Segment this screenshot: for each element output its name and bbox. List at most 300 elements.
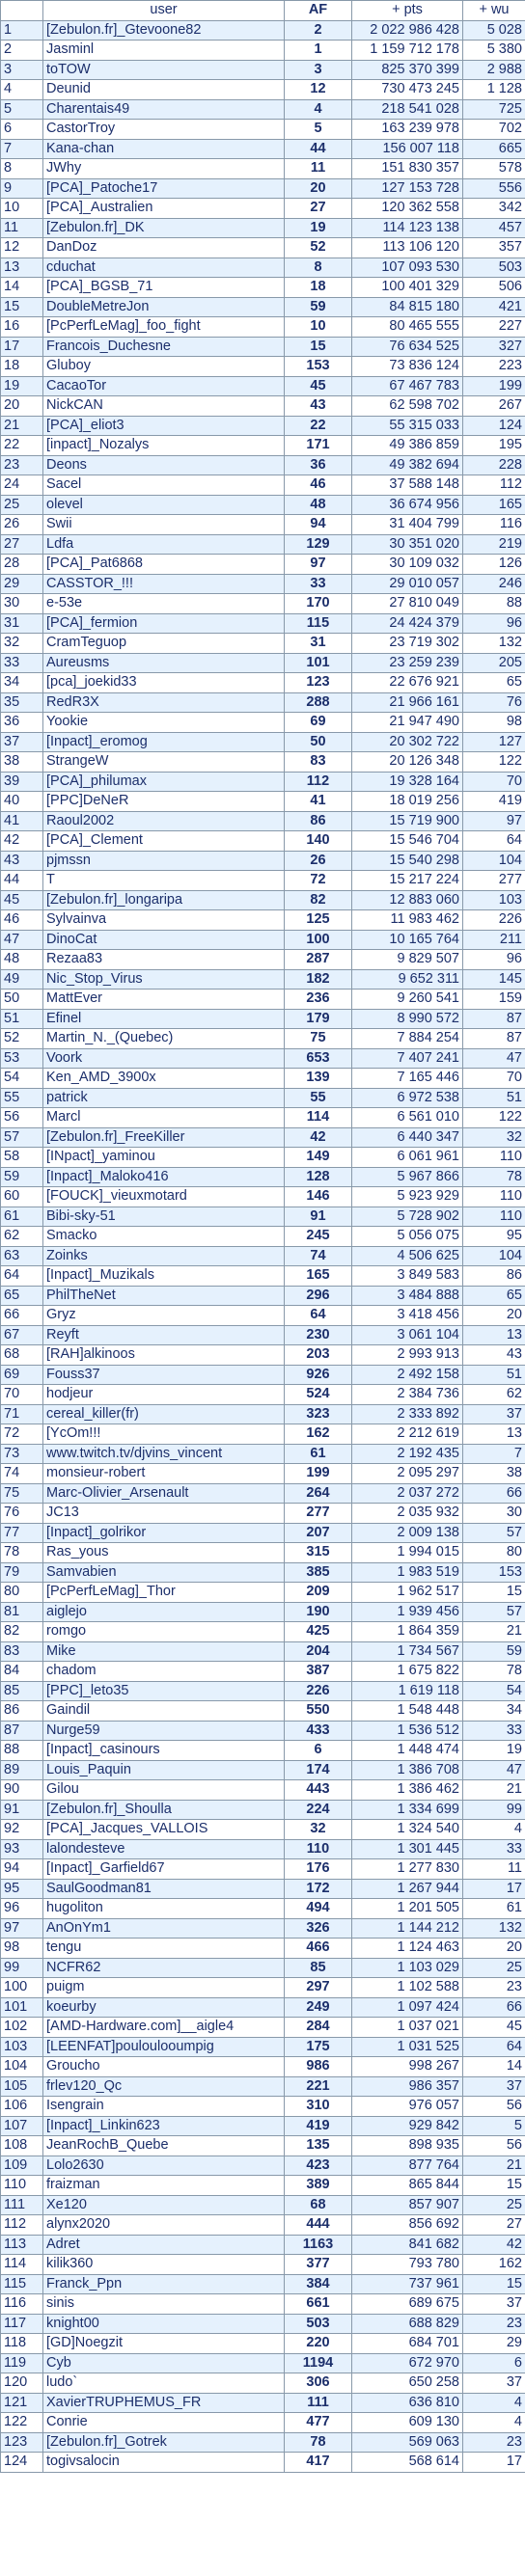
user-cell: frlev120_Qc [43, 2076, 285, 2097]
points-cell: 689 675 [352, 2294, 463, 2315]
table-row [1, 2195, 525, 2215]
work-units-cell: 95 [463, 1227, 525, 1247]
af-cell: 221 [285, 2076, 352, 2097]
user-cell: [PcPerfLeMag]_foo_fight [43, 317, 285, 338]
af-cell: 100 [285, 930, 352, 950]
table-row [1, 1523, 525, 1543]
rank-cell: 16 [1, 317, 43, 338]
points-cell: 1 734 567 [352, 1641, 463, 1662]
table-row [1, 950, 525, 970]
rank-cell: 74 [1, 1464, 43, 1484]
points-cell: 120 362 558 [352, 199, 463, 219]
work-units-cell: 13 [463, 1424, 525, 1445]
work-units-cell: 228 [463, 455, 525, 475]
table-row [1, 1444, 525, 1464]
user-cell: [Zebulon.fr]_FreeKiller [43, 1127, 285, 1148]
table-row [1, 1780, 525, 1801]
af-cell: 503 [285, 2314, 352, 2334]
af-cell: 61 [285, 1444, 352, 1464]
points-cell: 30 351 020 [352, 534, 463, 555]
user-cell: [PCA]_fermion [43, 613, 285, 634]
table-row [1, 1879, 525, 1899]
af-cell: 387 [285, 1662, 352, 1682]
points-cell: 1 277 830 [352, 1859, 463, 1880]
points-cell: 2 993 913 [352, 1345, 463, 1366]
af-cell: 926 [285, 1365, 352, 1385]
points-cell: 218 541 028 [352, 99, 463, 120]
rank-cell: 97 [1, 1918, 43, 1939]
af-cell: 5 [285, 120, 352, 140]
user-cell: PhilTheNet [43, 1286, 285, 1306]
af-cell: 466 [285, 1939, 352, 1959]
work-units-cell: 4 [463, 1820, 525, 1840]
user-cell: JeanRochB_Quebe [43, 2136, 285, 2156]
user-cell: Sylvainva [43, 910, 285, 931]
rank-cell: 22 [1, 436, 43, 456]
af-cell: 153 [285, 357, 352, 377]
table-row [1, 930, 525, 950]
table-row [1, 2235, 525, 2255]
table-row [1, 2076, 525, 2097]
af-cell: 209 [285, 1583, 352, 1603]
rank-cell: 67 [1, 1325, 43, 1345]
points-cell: 1 102 588 [352, 1978, 463, 1998]
user-cell: Deunid [43, 80, 285, 100]
af-cell: 417 [285, 2453, 352, 2473]
table-row [1, 1385, 525, 1405]
user-cell: [LEENFAT]pouloulooumpig [43, 2037, 285, 2057]
rank-cell: 82 [1, 1622, 43, 1642]
work-units-cell: 61 [463, 1899, 525, 1919]
points-cell: 1 983 519 [352, 1562, 463, 1583]
rank-cell: 41 [1, 811, 43, 831]
af-cell: 128 [285, 1167, 352, 1187]
table-row [1, 1504, 525, 1524]
af-cell: 171 [285, 436, 352, 456]
af-cell: 10 [285, 317, 352, 338]
work-units-cell: 702 [463, 120, 525, 140]
points-cell: 609 130 [352, 2413, 463, 2433]
user-cell: CastorTroy [43, 120, 285, 140]
table-row [1, 278, 525, 298]
points-cell: 1 201 505 [352, 1899, 463, 1919]
points-cell: 2 035 932 [352, 1504, 463, 1524]
af-cell: 33 [285, 574, 352, 594]
user-cell: chadom [43, 1662, 285, 1682]
af-cell: 75 [285, 1029, 352, 1049]
af-cell: 385 [285, 1562, 352, 1583]
table-row [1, 851, 525, 871]
af-cell: 36 [285, 455, 352, 475]
rank-cell: 50 [1, 990, 43, 1010]
af-cell: 43 [285, 396, 352, 417]
rank-cell: 28 [1, 555, 43, 575]
points-cell: 1 619 118 [352, 1681, 463, 1701]
user-cell: [inpact]_Nozalys [43, 436, 285, 456]
rank-cell: 2 [1, 41, 43, 61]
rank-cell: 83 [1, 1641, 43, 1662]
work-units-cell: 145 [463, 969, 525, 990]
points-cell: 156 007 118 [352, 139, 463, 159]
work-units-cell: 66 [463, 1997, 525, 2018]
user-cell: Deons [43, 455, 285, 475]
rank-cell: 40 [1, 792, 43, 812]
points-cell: 9 829 507 [352, 950, 463, 970]
work-units-cell: 97 [463, 811, 525, 831]
table-row [1, 1069, 525, 1089]
rank-cell: 80 [1, 1583, 43, 1603]
user-cell: puigm [43, 1978, 285, 1998]
work-units-cell: 110 [463, 1207, 525, 1227]
points-cell: 11 983 462 [352, 910, 463, 931]
work-units-cell: 17 [463, 1879, 525, 1899]
table-row [1, 1108, 525, 1128]
table-row [1, 1800, 525, 1820]
rank-cell: 33 [1, 653, 43, 673]
points-cell: 1 994 015 [352, 1543, 463, 1563]
rank-cell: 71 [1, 1404, 43, 1424]
rank-cell: 56 [1, 1108, 43, 1128]
work-units-cell: 15 [463, 2274, 525, 2294]
rank-cell: 37 [1, 732, 43, 752]
rank-cell: 44 [1, 871, 43, 891]
points-cell: 19 328 164 [352, 772, 463, 792]
user-cell: Groucho [43, 2057, 285, 2077]
rank-cell: 93 [1, 1839, 43, 1859]
header-af[interactable]: AF [285, 1, 352, 21]
header-work-units[interactable]: + wu [463, 1, 525, 21]
work-units-cell: 578 [463, 159, 525, 179]
points-cell: 163 239 978 [352, 120, 463, 140]
rank-cell: 6 [1, 120, 43, 140]
af-cell: 425 [285, 1622, 352, 1642]
user-cell: RedR3X [43, 692, 285, 713]
rank-cell: 119 [1, 2353, 43, 2373]
table-row [1, 653, 525, 673]
points-cell: 6 061 961 [352, 1148, 463, 1168]
af-cell: 12 [285, 80, 352, 100]
table-row [1, 831, 525, 852]
user-cell: e-53e [43, 594, 285, 614]
user-cell: Voork [43, 1048, 285, 1069]
af-cell: 45 [285, 376, 352, 396]
work-units-cell: 76 [463, 692, 525, 713]
table-row [1, 2274, 525, 2294]
points-cell: 22 676 921 [352, 673, 463, 693]
points-cell: 6 561 010 [352, 1108, 463, 1128]
rank-cell: 73 [1, 1444, 43, 1464]
points-cell: 21 947 490 [352, 713, 463, 733]
af-cell: 236 [285, 990, 352, 1010]
points-cell: 31 404 799 [352, 515, 463, 535]
table-row [1, 1899, 525, 1919]
work-units-cell: 342 [463, 199, 525, 219]
af-cell: 82 [285, 890, 352, 910]
af-cell: 4 [285, 99, 352, 120]
rank-cell: 34 [1, 673, 43, 693]
user-cell: Adret [43, 2235, 285, 2255]
work-units-cell: 211 [463, 930, 525, 950]
points-cell: 929 842 [352, 2116, 463, 2136]
points-cell: 688 829 [352, 2314, 463, 2334]
rank-cell: 110 [1, 2176, 43, 2196]
table-row [1, 1662, 525, 1682]
points-cell: 21 966 161 [352, 692, 463, 713]
points-cell: 730 473 245 [352, 80, 463, 100]
rank-cell: 96 [1, 1899, 43, 1919]
user-cell: Franck_Ppn [43, 2274, 285, 2294]
table-row [1, 2116, 525, 2136]
rank-cell: 24 [1, 475, 43, 496]
points-cell: 3 061 104 [352, 1325, 463, 1345]
work-units-cell: 37 [463, 2373, 525, 2394]
user-cell: [PCA]_Patoche17 [43, 178, 285, 199]
rank-cell: 61 [1, 1207, 43, 1227]
af-cell: 653 [285, 1048, 352, 1069]
points-cell: 107 093 530 [352, 258, 463, 278]
rank-cell: 53 [1, 1048, 43, 1069]
rank-cell: 95 [1, 1879, 43, 1899]
points-cell: 27 810 049 [352, 594, 463, 614]
af-cell: 55 [285, 1088, 352, 1108]
rank-cell: 23 [1, 455, 43, 475]
af-cell: 277 [285, 1504, 352, 1524]
table-row [1, 2097, 525, 2117]
table-row [1, 199, 525, 219]
rank-cell: 66 [1, 1306, 43, 1326]
table-row [1, 218, 525, 238]
rank-cell: 72 [1, 1424, 43, 1445]
table-row [1, 1701, 525, 1722]
af-cell: 114 [285, 1108, 352, 1128]
points-cell: 1 144 212 [352, 1918, 463, 1939]
user-cell: CramTeguop [43, 634, 285, 654]
points-cell: 6 440 347 [352, 1127, 463, 1148]
af-cell: 68 [285, 2195, 352, 2215]
points-cell: 856 692 [352, 2215, 463, 2236]
table-row [1, 534, 525, 555]
user-cell: patrick [43, 1088, 285, 1108]
header-points[interactable]: + pts [352, 1, 463, 21]
rank-cell: 17 [1, 337, 43, 357]
table-row [1, 969, 525, 990]
work-units-cell: 162 [463, 2255, 525, 2275]
rank-cell: 65 [1, 1286, 43, 1306]
points-cell: 1 031 525 [352, 2037, 463, 2057]
table-row [1, 475, 525, 496]
points-cell: 23 259 239 [352, 653, 463, 673]
table-row [1, 1760, 525, 1780]
work-units-cell: 421 [463, 297, 525, 317]
rank-cell: 113 [1, 2235, 43, 2255]
table-row [1, 1088, 525, 1108]
user-cell: JWhy [43, 159, 285, 179]
table-row [1, 871, 525, 891]
rank-cell: 36 [1, 713, 43, 733]
work-units-cell: 132 [463, 1918, 525, 1939]
points-cell: 8 990 572 [352, 1009, 463, 1029]
af-cell: 296 [285, 1286, 352, 1306]
af-cell: 661 [285, 2294, 352, 2315]
user-cell: hugoliton [43, 1899, 285, 1919]
header-user[interactable]: user [43, 1, 285, 21]
work-units-cell: 88 [463, 594, 525, 614]
af-cell: 8 [285, 258, 352, 278]
points-cell: 2 022 986 428 [352, 20, 463, 41]
points-cell: 15 719 900 [352, 811, 463, 831]
af-cell: 249 [285, 1997, 352, 2018]
rank-cell: 122 [1, 2413, 43, 2433]
rank-cell: 35 [1, 692, 43, 713]
table-row [1, 1681, 525, 1701]
rank-cell: 99 [1, 1958, 43, 1978]
user-cell: CacaoTor [43, 376, 285, 396]
header-row [1, 1, 525, 21]
user-cell: SaulGoodman81 [43, 1879, 285, 1899]
user-cell: [pca]_joekid33 [43, 673, 285, 693]
table-row [1, 732, 525, 752]
points-cell: 7 407 241 [352, 1048, 463, 1069]
rank-cell: 108 [1, 2136, 43, 2156]
user-cell: Mike [43, 1641, 285, 1662]
rank-cell: 9 [1, 178, 43, 199]
af-cell: 59 [285, 297, 352, 317]
points-cell: 672 970 [352, 2353, 463, 2373]
af-cell: 264 [285, 1483, 352, 1504]
work-units-cell: 1 128 [463, 80, 525, 100]
work-units-cell: 23 [463, 1978, 525, 1998]
header-rank [1, 1, 43, 21]
rank-cell: 45 [1, 890, 43, 910]
work-units-cell: 21 [463, 1622, 525, 1642]
user-cell: Swii [43, 515, 285, 535]
af-cell: 165 [285, 1266, 352, 1287]
user-cell: Raoul2002 [43, 811, 285, 831]
af-cell: 22 [285, 416, 352, 436]
user-cell: MattEver [43, 990, 285, 1010]
rank-cell: 106 [1, 2097, 43, 2117]
work-units-cell: 57 [463, 1602, 525, 1622]
rank-cell: 70 [1, 1385, 43, 1405]
af-cell: 550 [285, 1701, 352, 1722]
work-units-cell: 19 [463, 1741, 525, 1761]
table-row [1, 1345, 525, 1366]
rank-cell: 81 [1, 1602, 43, 1622]
table-row [1, 1286, 525, 1306]
user-cell: [Inpact]_Muzikals [43, 1266, 285, 1287]
af-cell: 101 [285, 653, 352, 673]
user-cell: [Zebulon.fr]_longaripa [43, 890, 285, 910]
user-cell: lalondesteve [43, 1839, 285, 1859]
user-cell: Sacel [43, 475, 285, 496]
table-row [1, 594, 525, 614]
points-cell: 10 165 764 [352, 930, 463, 950]
points-cell: 114 123 138 [352, 218, 463, 238]
user-cell: [Zebulon.fr]_Gtevoone82 [43, 20, 285, 41]
af-cell: 85 [285, 1958, 352, 1978]
af-cell: 6 [285, 1741, 352, 1761]
user-cell: [FOUCK]_vieuxmotard [43, 1187, 285, 1207]
points-cell: 67 467 783 [352, 376, 463, 396]
rank-cell: 43 [1, 851, 43, 871]
work-units-cell: 327 [463, 337, 525, 357]
af-cell: 284 [285, 2018, 352, 2038]
af-cell: 1 [285, 41, 352, 61]
rank-cell: 10 [1, 199, 43, 219]
table-row [1, 1562, 525, 1583]
table-row [1, 1721, 525, 1741]
table-row [1, 1997, 525, 2018]
af-cell: 139 [285, 1069, 352, 1089]
user-cell: alynx2020 [43, 2215, 285, 2236]
rank-cell: 48 [1, 950, 43, 970]
points-cell: 4 506 625 [352, 1246, 463, 1266]
user-cell: Fouss37 [43, 1365, 285, 1385]
rank-cell: 27 [1, 534, 43, 555]
user-cell: Ken_AMD_3900x [43, 1069, 285, 1089]
rank-cell: 123 [1, 2432, 43, 2453]
af-cell: 20 [285, 178, 352, 199]
user-cell: Marcl [43, 1108, 285, 1128]
af-cell: 135 [285, 2136, 352, 2156]
table-row [1, 613, 525, 634]
points-cell: 1 962 517 [352, 1583, 463, 1603]
rank-cell: 7 [1, 139, 43, 159]
af-cell: 170 [285, 594, 352, 614]
work-units-cell: 122 [463, 1108, 525, 1128]
points-cell: 49 386 859 [352, 436, 463, 456]
points-cell: 73 836 124 [352, 357, 463, 377]
af-cell: 11 [285, 159, 352, 179]
table-row [1, 1741, 525, 1761]
points-cell: 15 546 704 [352, 831, 463, 852]
user-cell: monsieur-robert [43, 1464, 285, 1484]
rank-cell: 84 [1, 1662, 43, 1682]
rank-cell: 14 [1, 278, 43, 298]
work-units-cell: 27 [463, 2215, 525, 2236]
points-cell: 15 540 298 [352, 851, 463, 871]
points-cell: 76 634 525 [352, 337, 463, 357]
user-cell: Ldfa [43, 534, 285, 555]
table-row [1, 1048, 525, 1069]
af-cell: 524 [285, 1385, 352, 1405]
rank-cell: 15 [1, 297, 43, 317]
rank-cell: 100 [1, 1978, 43, 1998]
work-units-cell: 29 [463, 2334, 525, 2354]
points-cell: 1 334 699 [352, 1800, 463, 1820]
points-cell: 2 384 736 [352, 1385, 463, 1405]
rank-cell: 31 [1, 613, 43, 634]
table-row [1, 1325, 525, 1345]
af-cell: 2 [285, 20, 352, 41]
points-cell: 2 037 272 [352, 1483, 463, 1504]
user-cell: [INpact]_yaminou [43, 1148, 285, 1168]
user-cell: Samvabien [43, 1562, 285, 1583]
rank-cell: 32 [1, 634, 43, 654]
work-units-cell: 32 [463, 1127, 525, 1148]
user-cell: Gilou [43, 1780, 285, 1801]
work-units-cell: 47 [463, 1048, 525, 1069]
af-cell: 377 [285, 2255, 352, 2275]
user-cell: [PCA]_Pat6868 [43, 555, 285, 575]
work-units-cell: 20 [463, 1306, 525, 1326]
user-cell: Gryz [43, 1306, 285, 1326]
af-cell: 52 [285, 238, 352, 258]
rank-cell: 77 [1, 1523, 43, 1543]
points-cell: 36 674 956 [352, 495, 463, 515]
points-cell: 84 815 180 [352, 297, 463, 317]
af-cell: 174 [285, 1760, 352, 1780]
